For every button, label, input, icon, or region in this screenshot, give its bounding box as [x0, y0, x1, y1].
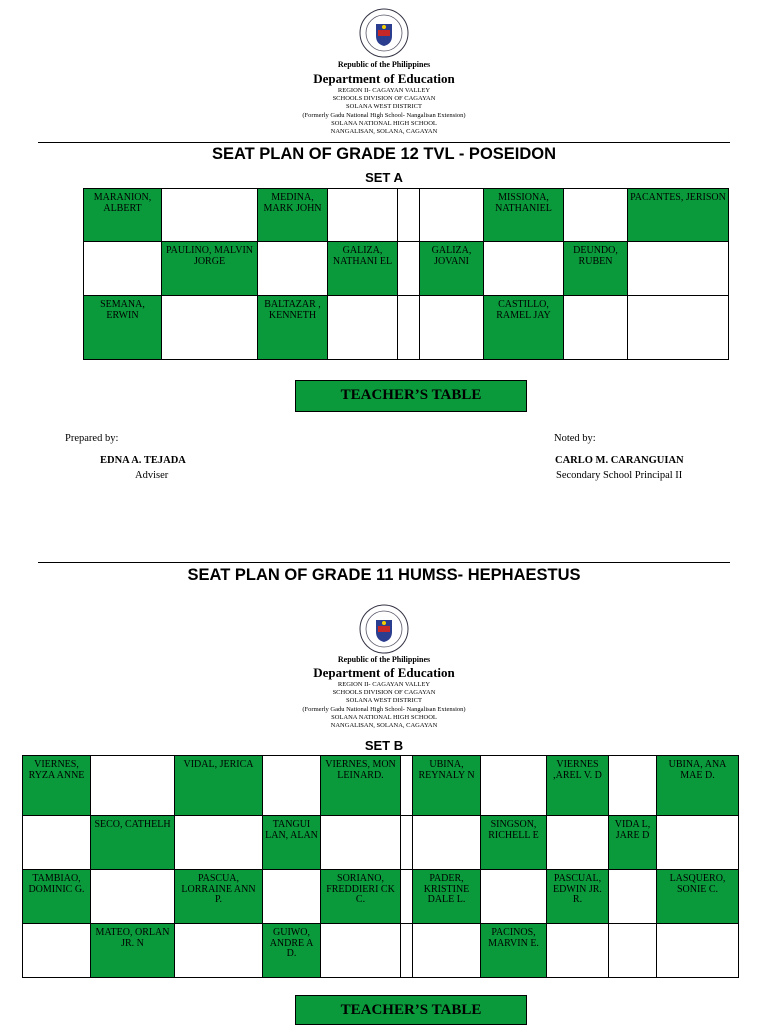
student-name [258, 242, 327, 246]
seat-occupied [258, 296, 328, 360]
seat-empty [628, 296, 729, 360]
student-name [564, 189, 627, 193]
student-name [175, 816, 262, 820]
header-line: (Formerly Gadu National High School- Nangalisan Extension) [302, 111, 466, 119]
aisle [401, 870, 413, 924]
seat-occupied [263, 924, 321, 978]
seat-empty [564, 296, 628, 360]
student-name [609, 756, 656, 760]
aisle [401, 924, 413, 978]
noted-label: Noted by: [554, 433, 596, 444]
seat-empty [657, 816, 739, 870]
seat-row [84, 242, 729, 296]
student-name: PACANTES, JERISON [630, 192, 726, 203]
seat-occupied [413, 870, 481, 924]
seat-row [23, 870, 739, 924]
seat-empty [23, 816, 91, 870]
student-name [321, 816, 400, 820]
aisle [398, 296, 420, 360]
header-line: REGION II- CAGAYAN VALLEY [337, 681, 431, 688]
seat-empty [175, 924, 263, 978]
seat-grid-b [22, 755, 739, 978]
student-name: VIDA L, JARE D [614, 819, 651, 841]
student-name [420, 189, 483, 193]
student-name: LASQUERO, SONIE C. [669, 873, 726, 895]
student-name: PAULINO, MALVIN JORGE [165, 245, 254, 267]
plan-b-title: SEAT PLAN OF GRADE 11 HUMSS- HEPHAESTUS [187, 566, 581, 584]
seat-occupied [420, 242, 484, 296]
student-name [481, 756, 546, 760]
student-name [328, 296, 397, 300]
plan-a-title: SEAT PLAN OF GRADE 12 TVL - POSEIDON [211, 145, 557, 163]
seat-occupied [609, 816, 657, 870]
seat-empty [481, 756, 547, 816]
student-name [547, 924, 608, 928]
seat-occupied [162, 242, 258, 296]
student-name: PACINOS, MARVIN E. [488, 927, 539, 949]
student-name: BALTAZAR , KENNETH [264, 299, 321, 321]
student-name [263, 870, 320, 874]
seat-occupied [657, 756, 739, 816]
seat-empty [547, 816, 609, 870]
header-line: SCHOOLS DIVISION OF CAGAYAN [332, 689, 436, 697]
student-name [420, 296, 483, 300]
student-name: DEUNDO, RUBEN [573, 245, 618, 267]
header-line: SOLANA NATIONAL HIGH SCHOOL [331, 713, 437, 721]
student-name [23, 816, 90, 820]
student-name: SINGSON, RICHELL E [488, 819, 539, 841]
seat-row [84, 296, 729, 360]
divider-rule [38, 562, 730, 563]
seat-occupied [321, 756, 401, 816]
student-name [657, 924, 738, 928]
seat-empty [321, 924, 401, 978]
student-name [91, 870, 174, 874]
student-name: SORIANO, FREDDIERI CK C. [326, 873, 395, 905]
student-name: VIERNES, RYZA ANNE [28, 759, 85, 781]
seat-empty [609, 756, 657, 816]
student-name: SECO, CATHELH [94, 819, 171, 830]
noted-role: Secondary School Principal II [556, 470, 683, 481]
republic-line: Republic of the Philippines [337, 655, 431, 664]
seat-empty [628, 242, 729, 296]
aisle [398, 242, 420, 296]
seat-empty [91, 870, 175, 924]
seat-occupied [484, 296, 564, 360]
student-name: TAMBIAO, DOMINIC G. [28, 873, 85, 895]
seat-empty [413, 816, 481, 870]
header-line: NANGALISAN, SOLANA, CAGAYAN [330, 722, 438, 730]
student-name [162, 296, 257, 300]
seat-occupied [564, 242, 628, 296]
student-name [628, 242, 728, 246]
student-name [484, 242, 563, 246]
seat-occupied [547, 870, 609, 924]
student-name [547, 816, 608, 820]
seat-occupied [175, 756, 263, 816]
student-name: MATEO, ORLAN JR. N [95, 927, 170, 949]
student-name: GALIZA, NATHANI EL [332, 245, 393, 267]
student-name [84, 242, 161, 246]
seat-empty [420, 296, 484, 360]
header-line: NANGALISAN, SOLANA, CAGAYAN [330, 128, 438, 136]
noted-name: CARLO M. CARANGUIAN [555, 455, 684, 466]
student-name [162, 189, 257, 193]
seat-row [23, 924, 739, 978]
student-name [564, 296, 627, 300]
student-name: GALIZA, JOVANI [431, 245, 472, 267]
student-name: VIERNES ,AREL V. D [553, 759, 602, 781]
header-address [0, 87, 768, 136]
seat-empty [162, 189, 258, 242]
seat-occupied [321, 870, 401, 924]
seat-empty [547, 924, 609, 978]
aisle [401, 756, 413, 816]
seat-row [84, 189, 729, 242]
student-name [609, 870, 656, 874]
seat-occupied [258, 189, 328, 242]
header-line: SOLANA WEST DISTRICT [346, 103, 422, 111]
seat-occupied [84, 189, 162, 242]
seat-occupied [23, 756, 91, 816]
header-line: SOLANA NATIONAL HIGH SCHOOL [331, 119, 437, 127]
seat-occupied [547, 756, 609, 816]
seat-empty [328, 296, 398, 360]
seat-occupied [175, 870, 263, 924]
student-name: GUIWO, ANDRE A D. [269, 927, 314, 959]
prepared-role: Adviser [135, 470, 169, 481]
seat-row [23, 756, 739, 816]
aisle [398, 189, 420, 242]
student-name [413, 816, 480, 820]
student-name: PADER, KRISTINE DALE L. [423, 873, 470, 905]
seat-occupied [413, 756, 481, 816]
seat-occupied [657, 870, 739, 924]
seat-occupied [91, 816, 175, 870]
seat-empty [484, 242, 564, 296]
seat-empty [258, 242, 328, 296]
seat-occupied [481, 816, 547, 870]
seat-grid-a [83, 188, 729, 360]
student-name: CASTILLO, RAMEL JAY [496, 299, 551, 321]
deped-seal-icon [359, 604, 409, 654]
seat-empty [263, 756, 321, 816]
student-name [23, 924, 90, 928]
department-line: Department of Education [313, 665, 455, 680]
student-name: MISSIONA, NATHANIEL [495, 192, 552, 214]
seat-occupied [23, 870, 91, 924]
seat-empty [321, 816, 401, 870]
seat-occupied [484, 189, 564, 242]
seat-occupied [628, 189, 729, 242]
prepared-label: Prepared by: [65, 433, 119, 444]
student-name [609, 924, 656, 928]
teacher-table: TEACHER’S TABLE [295, 380, 527, 412]
seat-empty [175, 816, 263, 870]
seat-empty [481, 870, 547, 924]
seat-row [23, 816, 739, 870]
deped-seal-icon [359, 8, 409, 58]
student-name: PASCUA, LORRAINE ANN P. [181, 873, 256, 905]
divider-rule [38, 142, 730, 143]
student-name [413, 924, 480, 928]
header-address [0, 681, 768, 730]
teacher-table: TEACHER’S TABLE [295, 995, 527, 1025]
seat-empty [84, 242, 162, 296]
seat-empty [263, 870, 321, 924]
seat-occupied [481, 924, 547, 978]
plan-b-set: SET B [364, 738, 404, 753]
aisle [401, 816, 413, 870]
student-name [657, 816, 738, 820]
student-name: UBINA, REYNALY N [418, 759, 475, 781]
plan-a-set: SET A [365, 170, 403, 185]
student-name [91, 756, 174, 760]
seat-empty [657, 924, 739, 978]
student-name: SEMANA, ERWIN [100, 299, 145, 321]
student-name: MEDINA, MARK JOHN [263, 192, 322, 214]
student-name: VIERNES, MON LEINARD. [325, 759, 396, 781]
seat-empty [328, 189, 398, 242]
student-name [481, 870, 546, 874]
seat-empty [413, 924, 481, 978]
student-name [328, 189, 397, 193]
header-line: SOLANA WEST DISTRICT [346, 697, 422, 705]
prepared-name: EDNA A. TEJADA [100, 455, 186, 466]
header-line: SCHOOLS DIVISION OF CAGAYAN [332, 95, 436, 103]
student-name: UBINA, ANA MAE D. [668, 759, 727, 781]
seat-empty [162, 296, 258, 360]
seat-empty [564, 189, 628, 242]
seat-empty [91, 756, 175, 816]
seat-occupied [84, 296, 162, 360]
header-line: (Formerly Gadu National High School- Nangalisan Extension) [302, 705, 466, 713]
student-name: VIDAL, JERICA [183, 759, 254, 770]
header-line: REGION II- CAGAYAN VALLEY [337, 87, 431, 94]
seat-occupied [328, 242, 398, 296]
republic-line: Republic of the Philippines [337, 60, 431, 69]
seat-occupied [91, 924, 175, 978]
seat-occupied [263, 816, 321, 870]
student-name: MARANION, ALBERT [93, 192, 152, 214]
student-name [628, 296, 728, 300]
student-name: PASCUAL, EDWIN JR. R. [553, 873, 602, 905]
student-name [175, 924, 262, 928]
seat-empty [23, 924, 91, 978]
department-line: Department of Education [313, 71, 455, 86]
seat-empty [420, 189, 484, 242]
seat-empty [609, 924, 657, 978]
seat-empty [609, 870, 657, 924]
student-name [321, 924, 400, 928]
student-name [263, 756, 320, 760]
student-name: TANGUI LAN, ALAN [265, 819, 318, 841]
